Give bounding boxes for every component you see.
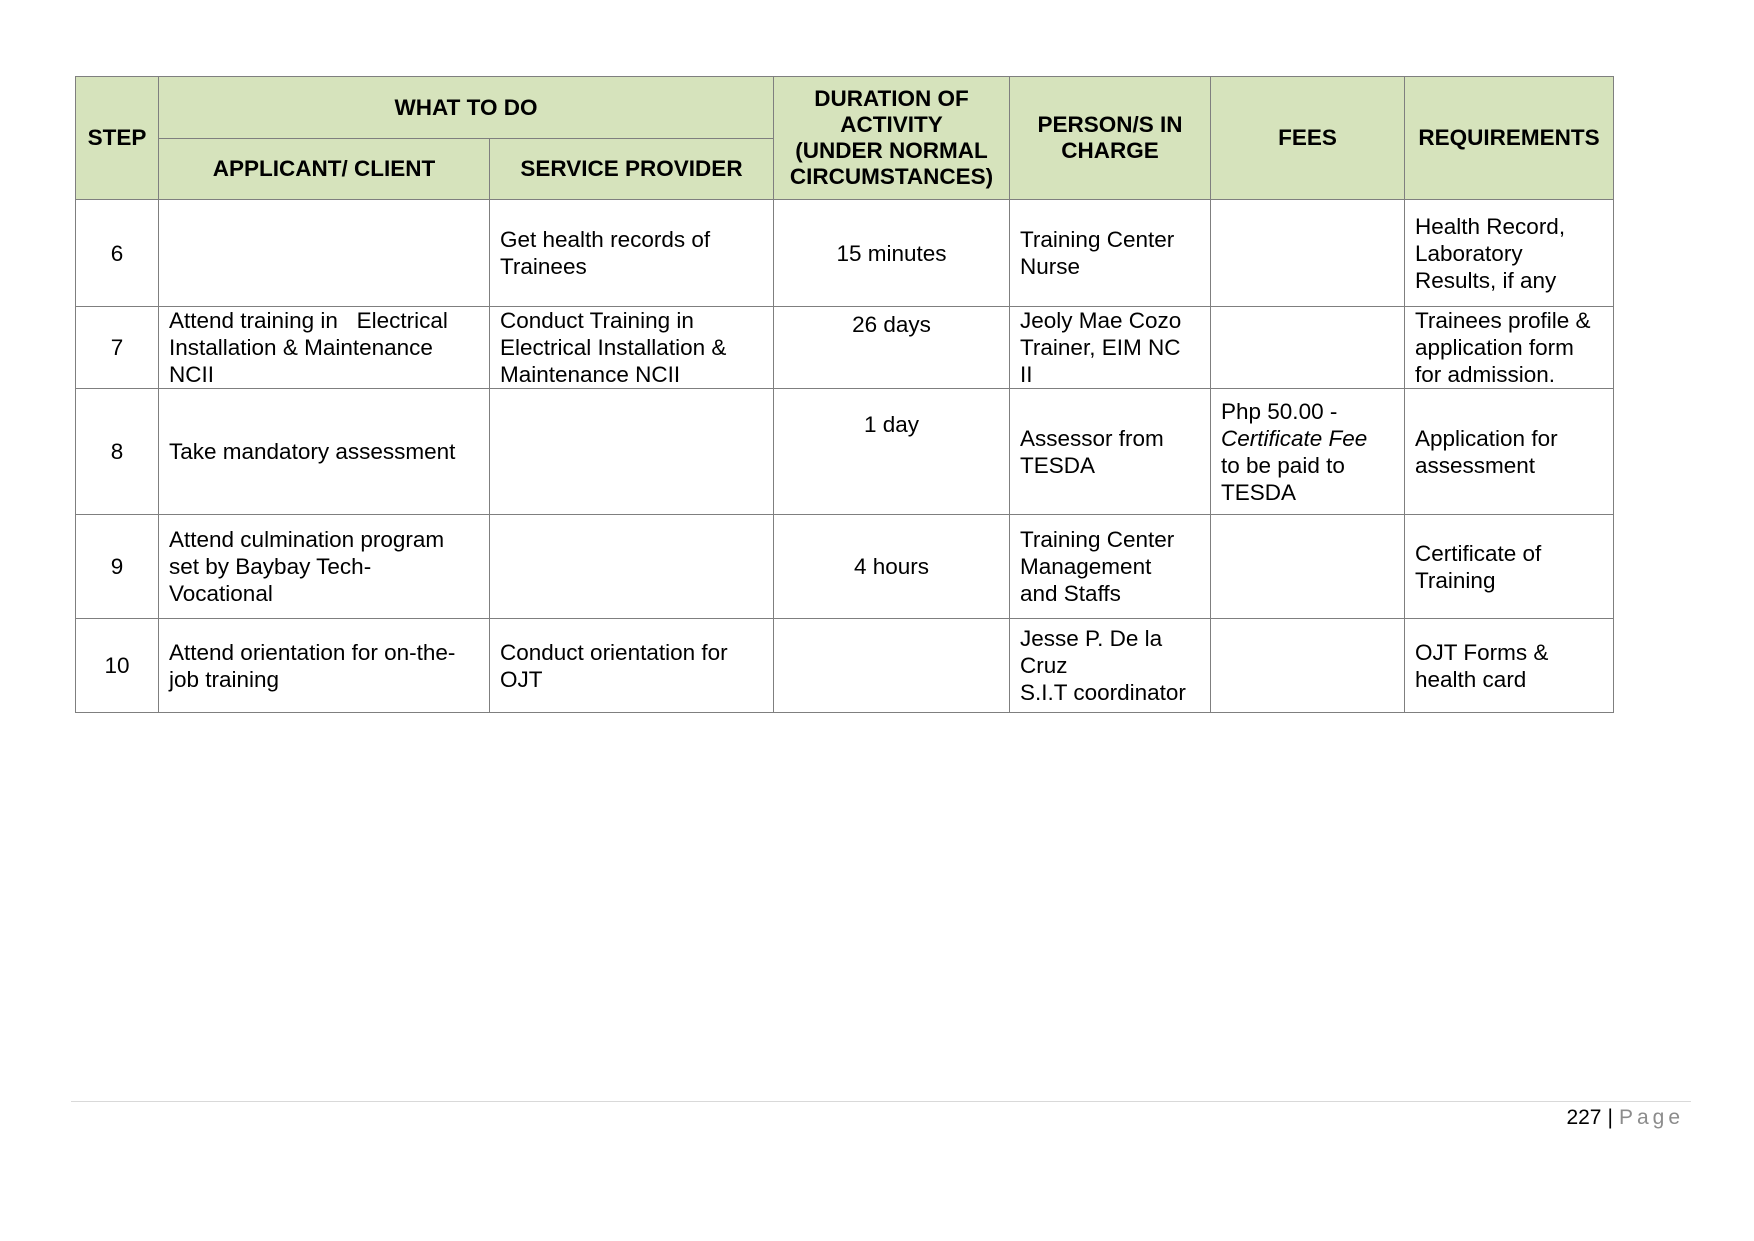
header-duration-line: ACTIVITY: [840, 112, 943, 137]
footer-divider: [71, 1101, 1691, 1102]
cell-line: Assessor from: [1020, 425, 1164, 451]
header-applicant-client: APPLICANT/ CLIENT: [159, 139, 490, 200]
header-service-provider: SERVICE PROVIDER: [490, 139, 774, 200]
cell-line: application form: [1415, 335, 1574, 360]
cell-line: Php 50.00 -: [1221, 398, 1338, 424]
header-fees: FEES: [1211, 77, 1405, 200]
cell-line: OJT Forms &: [1415, 639, 1549, 665]
cell-person: [1010, 515, 1211, 619]
cell-line: Maintenance NCII: [500, 362, 681, 387]
cell-line: Jeoly Mae Cozo: [1020, 308, 1182, 333]
cell-provider: [490, 515, 774, 619]
cell-requirements: [1405, 515, 1614, 619]
page-number: 227: [1566, 1106, 1602, 1129]
cell-line: Management: [1020, 554, 1152, 579]
cell-fees: [1211, 619, 1405, 713]
header-step: STEP: [76, 77, 159, 200]
cell-duration: 1 day: [774, 389, 1010, 515]
header-duration-line: CIRCUMSTANCES): [789, 164, 994, 189]
cell-applicant: [159, 389, 490, 515]
page-footer: [1566, 1105, 1684, 1131]
cell-line: Results, if any: [1415, 267, 1557, 293]
cell-person: [1010, 307, 1211, 389]
page-label: Page: [1618, 1106, 1684, 1129]
cell-requirements: [1405, 389, 1614, 515]
procedure-table: [75, 76, 1614, 713]
cell-person: [1010, 619, 1211, 713]
cell-fees: [1211, 200, 1405, 307]
cell-line: Attend orientation for on-the-: [169, 639, 456, 665]
cell-line: Electrical Installation &: [500, 335, 727, 360]
cell-line: to be paid to: [1221, 452, 1345, 478]
cell-line: Laboratory: [1415, 240, 1523, 266]
cell-fees: [1211, 307, 1405, 389]
cell-line: job training: [169, 666, 280, 692]
cell-applicant: [159, 307, 490, 389]
table-row: [76, 515, 1614, 619]
cell-provider: [490, 619, 774, 713]
cell-line: Attend culmination program: [169, 527, 445, 552]
cell-person: [1010, 389, 1211, 515]
cell-line: Get health records of: [500, 227, 711, 252]
cell-applicant: [159, 515, 490, 619]
cell-line: Health Record,: [1415, 213, 1566, 239]
cell-duration: [774, 619, 1010, 713]
table-row: [76, 307, 1614, 389]
cell-line: Vocational: [169, 581, 273, 606]
table-body: [76, 200, 1614, 713]
cell-line: OJT: [500, 666, 543, 692]
header-person-line: PERSON/S IN: [1037, 112, 1183, 137]
header-duration-line: DURATION OF: [814, 86, 969, 111]
cell-step: 7: [76, 307, 159, 389]
cell-line: S.I.T coordinator: [1020, 680, 1186, 705]
cell-duration: 15 minutes: [774, 200, 1010, 307]
cell-line: Nurse: [1020, 254, 1081, 279]
cell-duration: 4 hours: [774, 515, 1010, 619]
cell-line: Training Center: [1020, 527, 1175, 552]
cell-requirements: [1405, 619, 1614, 713]
cell-requirements: [1405, 307, 1614, 389]
cell-requirements: [1405, 200, 1614, 307]
cell-line: TESDA: [1221, 479, 1297, 505]
cell-provider: [490, 307, 774, 389]
cell-line: II: [1020, 362, 1033, 387]
header-duration: [774, 77, 1010, 200]
cell-line: Trainer, EIM NC: [1020, 335, 1181, 360]
cell-line: Trainees: [500, 254, 587, 279]
cell-line: Installation & Maintenance: [169, 335, 433, 360]
cell-line: Certificate Fee: [1221, 425, 1368, 451]
header-what-to-do: WHAT TO DO: [159, 77, 774, 139]
cell-line: health card: [1415, 666, 1527, 692]
cell-line: Conduct orientation for: [500, 639, 728, 665]
cell-line: Training: [1415, 567, 1496, 593]
header-person-in-charge: [1010, 77, 1211, 200]
cell-line: Attend training in Electrical: [169, 308, 448, 333]
cell-step: 10: [76, 619, 159, 713]
footer-separator: |: [1607, 1106, 1613, 1129]
cell-step: 6: [76, 200, 159, 307]
cell-line: Application for: [1415, 425, 1558, 451]
table-header: [76, 77, 1614, 200]
cell-line: assessment: [1415, 452, 1536, 478]
cell-fees: [1211, 515, 1405, 619]
cell-step: 9: [76, 515, 159, 619]
cell-line: Jesse P. De la: [1020, 626, 1163, 651]
cell-line: Training Center: [1020, 227, 1175, 252]
cell-applicant: [159, 200, 490, 307]
cell-line: Conduct Training in: [500, 308, 694, 333]
header-person-line: CHARGE: [1061, 138, 1159, 163]
cell-line: TESDA: [1020, 452, 1096, 478]
cell-step: 8: [76, 389, 159, 515]
cell-fees: [1211, 389, 1405, 515]
cell-person: [1010, 200, 1211, 307]
cell-provider: [490, 389, 774, 515]
cell-line: for admission.: [1415, 362, 1556, 387]
cell-line: and Staffs: [1020, 581, 1121, 606]
procedure-table-container: [75, 76, 1614, 713]
cell-line: Cruz: [1020, 653, 1068, 678]
table-row: [76, 389, 1614, 515]
table-row: [76, 200, 1614, 307]
cell-applicant: [159, 619, 490, 713]
cell-line: Certificate of: [1415, 540, 1542, 566]
cell-duration: 26 days: [774, 307, 1010, 389]
header-duration-line: (UNDER NORMAL: [795, 138, 988, 163]
cell-line: NCII: [169, 362, 214, 387]
cell-line: set by Baybay Tech-: [169, 554, 372, 579]
table-row: [76, 619, 1614, 713]
cell-line: Take mandatory assessment: [169, 439, 456, 464]
cell-line: Trainees profile &: [1415, 308, 1591, 333]
header-requirements: REQUIREMENTS: [1405, 77, 1614, 200]
cell-provider: [490, 200, 774, 307]
